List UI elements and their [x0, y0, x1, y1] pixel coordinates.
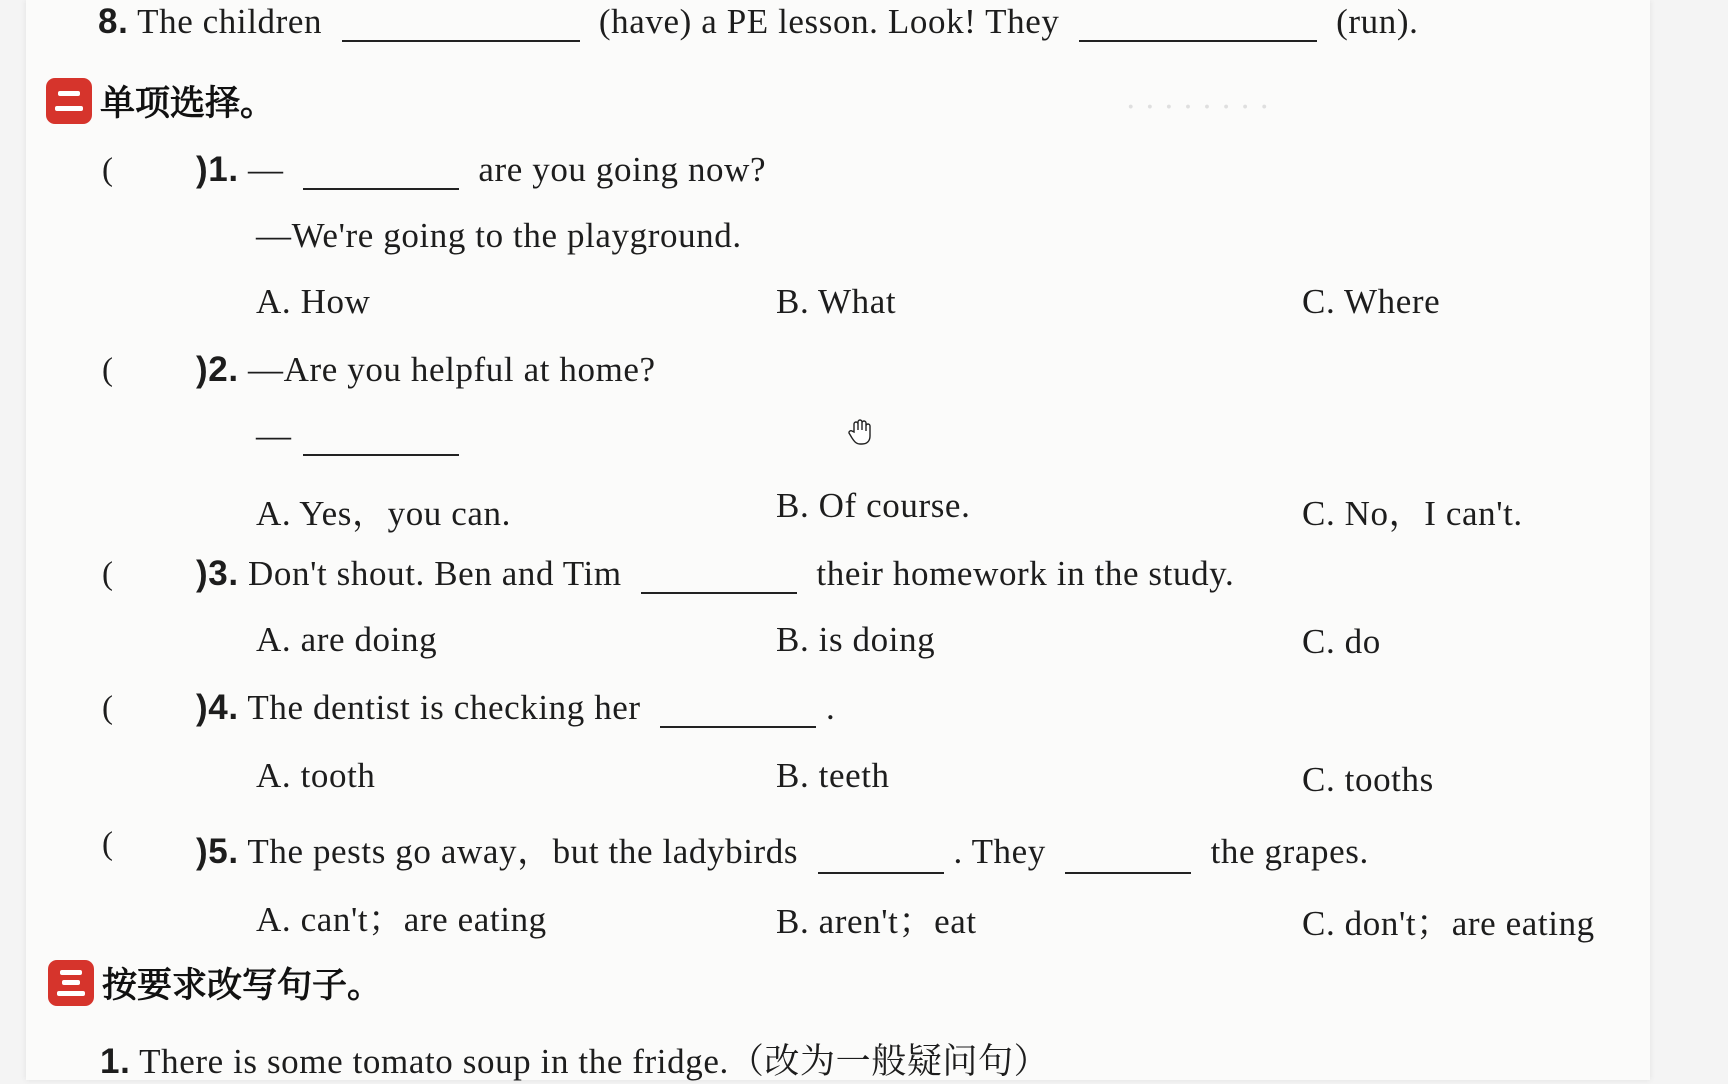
option-b[interactable]: B. Of course.: [776, 486, 971, 525]
option-b[interactable]: B. teeth: [776, 756, 890, 795]
section-2-title: 单项选择。: [100, 84, 276, 124]
answer-blank[interactable]: [818, 838, 944, 874]
question-text: the grapes.: [1210, 832, 1369, 871]
question-text: .: [826, 688, 836, 727]
question-number: )2.: [196, 350, 239, 389]
option-a[interactable]: A. can't；are eating: [256, 900, 547, 939]
question-2: [196, 350, 656, 390]
answer-blank[interactable]: [660, 692, 816, 728]
answer-paren[interactable]: (: [102, 352, 113, 388]
option-c[interactable]: C. Where: [1302, 282, 1441, 321]
section-2-heading: [46, 76, 275, 126]
question-text: Don't shout. Ben and Tim: [248, 554, 622, 593]
question-number: )4.: [196, 688, 239, 727]
answer-paren[interactable]: (: [102, 826, 113, 862]
option-b[interactable]: B. What: [776, 282, 897, 321]
answer-paren[interactable]: (: [102, 556, 113, 592]
question-text: There is some tomato soup in the fridge.（改为一般疑问句）: [139, 1042, 1050, 1081]
question-5: [196, 824, 1369, 874]
answer-paren[interactable]: (: [102, 152, 113, 188]
question-text: —Are you helpful at home?: [248, 350, 656, 389]
question-8-text-a: The children: [137, 2, 323, 41]
question-text: . They: [953, 832, 1046, 871]
option-b[interactable]: B. aren't；eat: [776, 902, 977, 941]
question-number: )1.: [196, 150, 239, 189]
worksheet-page: [26, 0, 1650, 1080]
answer-blank[interactable]: [342, 6, 580, 42]
option-c[interactable]: C. do: [1302, 622, 1381, 661]
option-a[interactable]: A. are doing: [256, 620, 438, 659]
answer-blank[interactable]: [303, 420, 459, 456]
answer-blank[interactable]: [1065, 838, 1191, 874]
option-a[interactable]: A. Yes，you can.: [256, 494, 511, 533]
question-4: [196, 688, 835, 728]
question-number: )3.: [196, 554, 239, 593]
show-through-background: · · · · · · · ·: [1126, 90, 1270, 125]
question-text: their homework in the study.: [816, 554, 1235, 593]
question-8-text-c: (run).: [1336, 2, 1419, 41]
option-c[interactable]: C. don't；are eating: [1302, 904, 1595, 943]
rewrite-question-1: [100, 1034, 1049, 1084]
question-8-number: 8.: [98, 2, 129, 41]
answer-blank[interactable]: [641, 558, 797, 594]
question-number: )5.: [196, 832, 239, 871]
question-text: The pests go away，but the ladybirds: [247, 832, 799, 871]
question-2-response: [256, 416, 469, 456]
hand-cursor-icon: [848, 418, 874, 446]
option-a[interactable]: A. tooth: [256, 756, 376, 795]
dash: —: [256, 416, 292, 455]
question-3: [196, 554, 1234, 594]
section-3-heading: [48, 958, 382, 1008]
question-text: —: [248, 150, 284, 189]
question-1-response: —We're going to the playground.: [256, 216, 742, 255]
option-c[interactable]: C. tooths: [1302, 760, 1434, 799]
question-text: The dentist is checking her: [247, 688, 641, 727]
answer-blank[interactable]: [303, 154, 459, 190]
option-b[interactable]: B. is doing: [776, 620, 936, 659]
question-8: [98, 2, 1419, 42]
question-text: are you going now?: [478, 150, 767, 189]
question-8-text-b: (have) a PE lesson. Look! They: [598, 2, 1060, 41]
answer-paren[interactable]: (: [102, 690, 113, 726]
section-3-title: 按要求改写句子。: [102, 966, 383, 1006]
option-c[interactable]: C. No，I can't.: [1302, 494, 1523, 533]
answer-blank[interactable]: [1079, 6, 1317, 42]
section-2-badge-icon: [46, 78, 92, 124]
section-3-badge-icon: [48, 960, 94, 1006]
question-1: [196, 150, 766, 190]
option-a[interactable]: A. How: [256, 282, 371, 321]
question-number: 1.: [100, 1042, 131, 1081]
